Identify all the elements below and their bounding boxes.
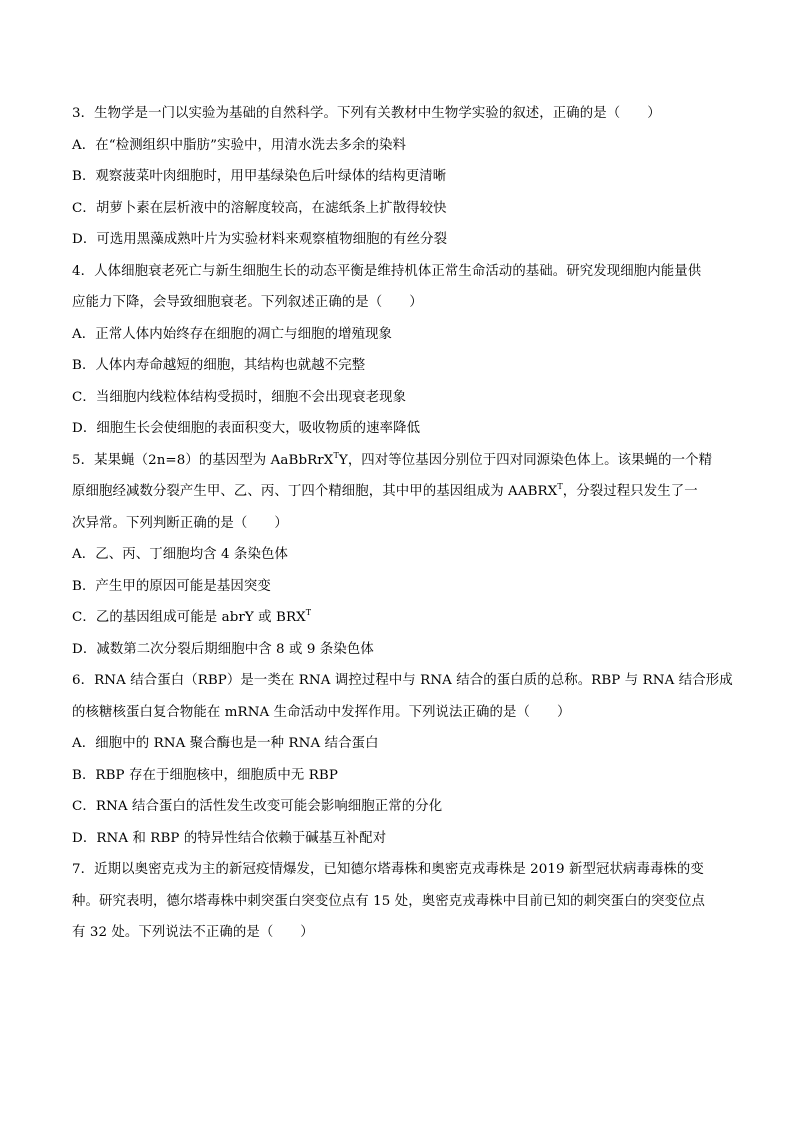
- question-3: [72, 98, 732, 256]
- option-b: B．人体内寿命越短的细胞，其结构也就越不完整: [72, 358, 366, 373]
- question-stem: 种。研究表明，德尔塔毒株中刺突蛋白突变位点有 15 处，奥密克戎毒株中目前已知的刺突蛋白的突变位点: [72, 893, 706, 909]
- question-stem: 4．人体细胞衰老死亡与新生细胞生长的动态平衡是维持机体正常生命活动的基础。研究发现细胞内能量供: [72, 263, 702, 279]
- option-b: B．RBP 存在于细胞核中，细胞质中无 RBP: [72, 767, 338, 783]
- option-b: B．产生甲的原因可能是基因突变: [72, 578, 271, 594]
- stem-text: Y，四对等位基因分别位于四对同源染色体上。该果蝇的一个精: [338, 452, 713, 468]
- question-6: [72, 665, 732, 854]
- option-a: A．在“检测组织中脂肪”实验中，用清水洗去多余的染料: [72, 137, 406, 153]
- question-stem: [72, 476, 732, 508]
- question-stem: 3．生物学是一门以实验为基础的自然科学。下列有关教材中生物学实验的叙述，正确的是（ ）: [72, 106, 661, 121]
- question-stem: 7．近期以奥密克戎为主的新冠疫情爆发，已知德尔塔毒株和奥密克戎毒株是 2019 新型冠状病毒毒株的变: [72, 862, 704, 877]
- question-stem: 应能力下降，会导致细胞衰老。下列叙述正确的是（ ）: [72, 295, 423, 310]
- stem-text: 原细胞经减数分裂产生甲、乙、丙、丁四个精细胞，其中甲的基因组成为 AABRX: [72, 484, 558, 499]
- stem-text: ，分裂过程只发生了一: [562, 484, 698, 499]
- option-c: C．胡萝卜素在层析液中的溶解度较高，在滤纸条上扩散得较快: [72, 200, 447, 216]
- question-stem: 次异常。下列判断正确的是（ ）: [72, 515, 288, 531]
- question-7: [72, 854, 732, 949]
- question-stem: [72, 445, 732, 477]
- option-d: D．细胞生长会使细胞的表面积变大，吸收物质的速率降低: [72, 421, 421, 436]
- option-b: B．观察菠菜叶肉细胞时，用甲基绿染色后叶绿体的结构更清晰: [72, 169, 447, 184]
- document-content: [72, 98, 732, 949]
- option-c: C．RNA 结合蛋白的活性发生改变可能会影响细胞正常的分化: [72, 799, 443, 814]
- option-d: D．可选用黑藻成熟叶片为实验材料来观察植物细胞的有丝分裂: [72, 232, 448, 247]
- question-stem: 6．RNA 结合蛋白（RBP）是一类在 RNA 调控过程中与 RNA 结合的蛋白质的总称。RBP 与 RNA 结合形成: [72, 673, 733, 688]
- question-stem: 有 32 处。下列说法不正确的是（ ）: [72, 925, 314, 940]
- option-text: C．乙的基因组成可能是 abrY 或 BRX: [72, 610, 306, 625]
- question-4: [72, 256, 732, 445]
- option-c: C．当细胞内线粒体结构受损时，细胞不会出现衰老现象: [72, 389, 407, 405]
- superscript: T: [305, 608, 312, 617]
- option-d: D．减数第二次分裂后期细胞中含 8 或 9 条染色体: [72, 641, 374, 657]
- question-stem: 的核糖核蛋白复合物能在 mRNA 生命活动中发挥作用。下列说法正确的是（ ）: [72, 704, 571, 720]
- stem-text: 5．某果蝇（2n=8）的基因型为 AaBbRrX: [72, 452, 334, 468]
- option-a: A．正常人体内始终存在细胞的凋亡与细胞的增殖现象: [72, 326, 393, 342]
- superscript: T: [333, 450, 339, 460]
- option-d: D．RNA 和 RBP 的特异性结合依赖于碱基互补配对: [72, 830, 387, 846]
- option-a: A．细胞中的 RNA 聚合酶也是一种 RNA 结合蛋白: [72, 736, 379, 751]
- superscript: T: [557, 482, 563, 491]
- option-a: A．乙、丙、丁细胞均含 4 条染色体: [72, 547, 288, 562]
- question-5: [72, 445, 732, 666]
- option-c: [72, 602, 732, 634]
